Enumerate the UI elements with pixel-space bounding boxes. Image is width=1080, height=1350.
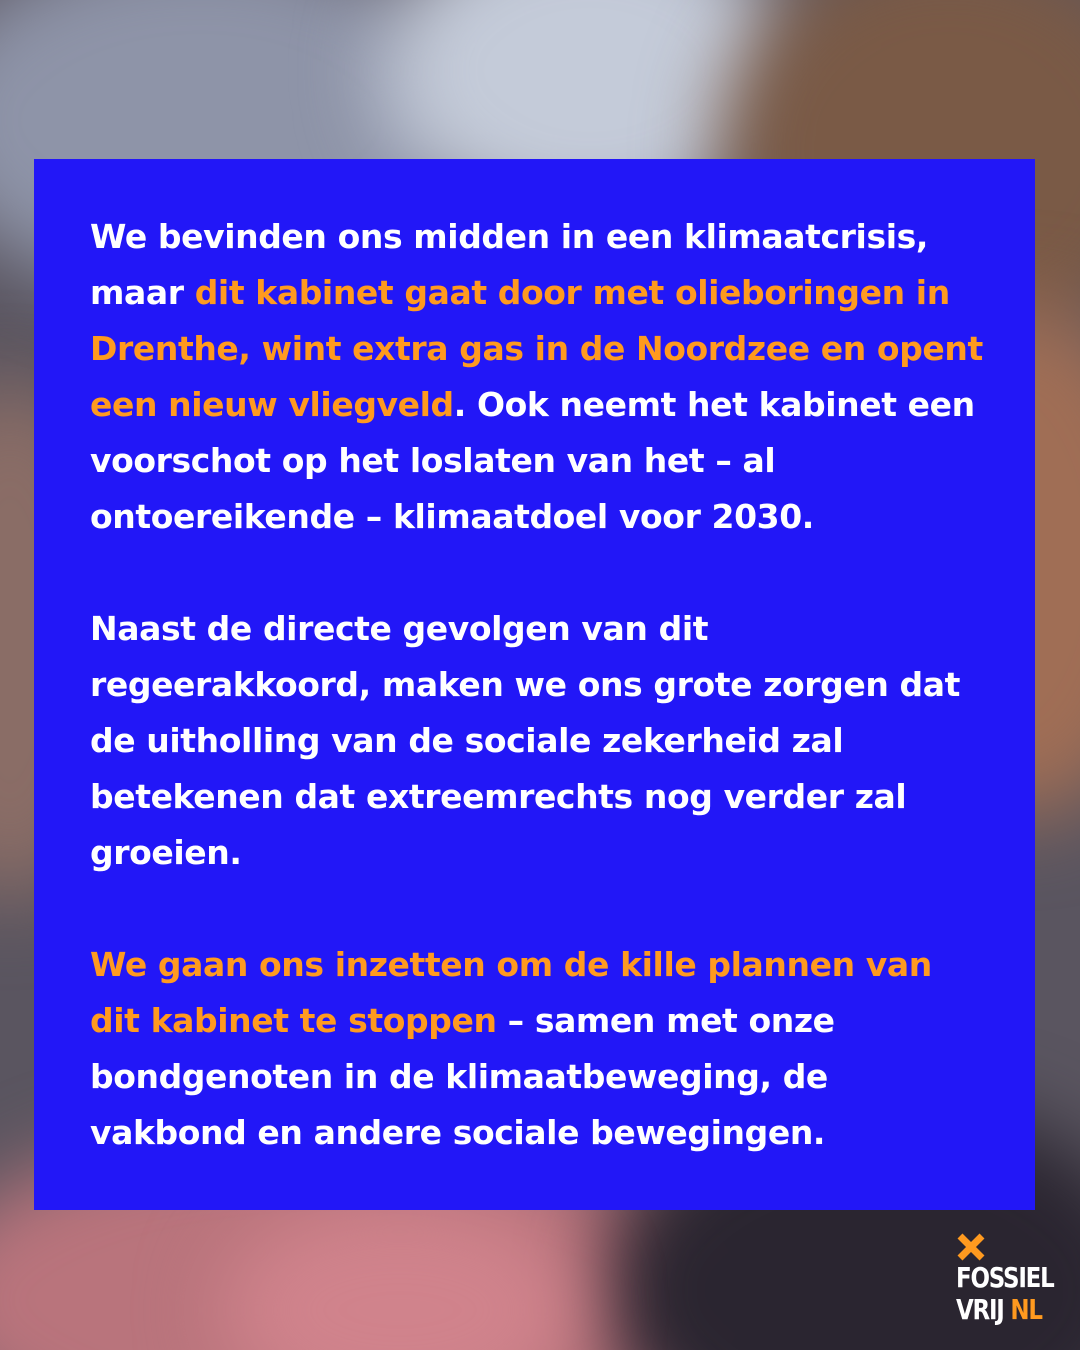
highlighted-text-segment: dit kabinet gaat door met olieboringen in Drenthe, wint extra gas in de Noordzee en opent een nieuw vliegveld	[90, 273, 983, 424]
logo-word-vrij-nl	[956, 1294, 1046, 1326]
text-segment: . Ook neemt het kabinet een voorschot op het loslaten van het – al ontoereikende – klimaatdoel voor 2030.	[90, 385, 975, 536]
paragraph-social-security	[90, 601, 987, 881]
paragraph-climate-crisis	[90, 209, 987, 545]
text-segment: We bevinden ons midden in een klimaatcrisis, maar	[90, 217, 928, 312]
x-cross-icon	[956, 1232, 986, 1262]
fossielvrij-nl-logo	[956, 1232, 1066, 1326]
paragraph-call-to-action	[90, 937, 987, 1161]
text-segment: – samen met onze bondgenoten in de klimaatbeweging, de vakbond en andere sociale bewegingen.	[90, 1001, 835, 1152]
highlighted-text-segment: We gaan ons inzetten om de kille plannen van dit kabinet te stoppen	[90, 945, 932, 1040]
statement-panel	[34, 159, 1035, 1210]
logo-word-vrij: VRIJ	[956, 1293, 1004, 1326]
text-segment: Naast de directe gevolgen van dit regeerakkoord, maken we ons grote zorgen dat de uitholling van de sociale zekerheid zal betekenen dat extreemrechts nog verder zal groeien.	[90, 609, 961, 872]
logo-word-fossiel: FOSSIEL	[956, 1261, 1054, 1294]
logo-word-nl: NL	[1010, 1293, 1042, 1326]
